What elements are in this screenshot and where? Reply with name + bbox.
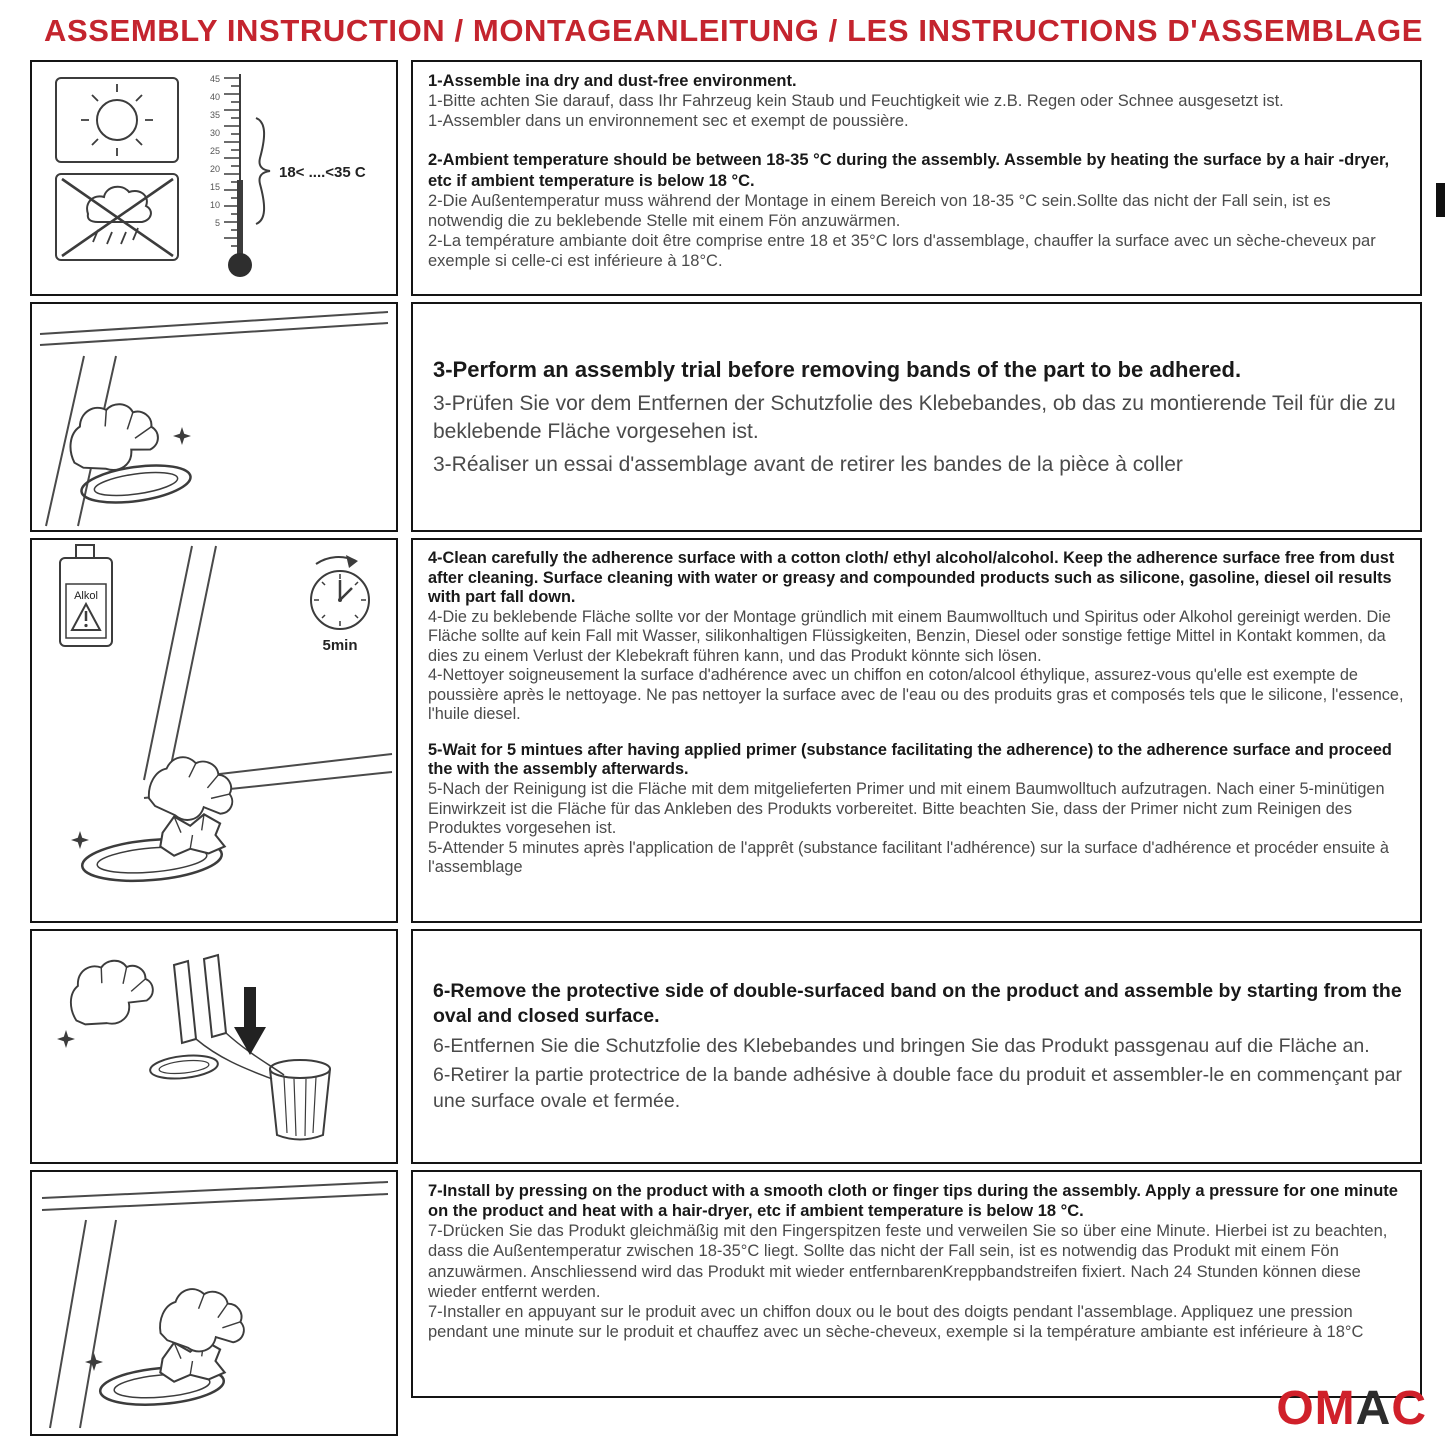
illustration-assembly-trial [30,302,398,532]
alcohol-label: Alkol [74,590,98,602]
instructions-step-4-5 [411,538,1422,923]
section-environment-temperature [30,60,1422,296]
brace-glyph [256,118,270,224]
alcohol-bottle-icon [60,545,112,646]
page-title: ASSEMBLY INSTRUCTION / MONTAGEANLEITUNG / LES INSTRUCTIONS D'ASSEMBLAGE [44,13,1424,48]
thermometer-scale [210,74,220,228]
sun-icon [56,78,178,162]
section-remove-band [30,929,1422,1164]
warning-triangle-icon [72,604,100,630]
svg-text:30: 30 [209,128,220,138]
instruction-fr: 5-Attender 5 minutes après l'application de l'apprêt (substance facilitant l'adhérence) sur la surface d'adhérence et procéder ensuite à l'assemblage [428,838,1389,877]
sparkle-icon [85,1353,103,1371]
instruction-de: 2-Die Außentemperatur muss während der Montage in einem Bereich von 18-35 °C sein.Sollte das nicht der Fall sein, ist es notwendig die zu beklebende Stelle mit einem Fön anzuwärmen. [428,191,1331,230]
instruction-de: 4-Die zu beklebende Fläche sollte vor der Montage gründlich mit einem Baumwolltuch und Spiritus oder Alkohol gereinigt werden. Die Fläche sollte auf kein Fall mit Wasser, silikonhaltigen Flüssigkeiten, Benzin, Diesel oder sonstige fettige Mittel in Kontakt kommen, da dies zu einem Verlust der Klebekraft führen kann, und das Produkt könnte sich lösen. [428,607,1391,665]
instructions-step-3 [411,302,1422,532]
assembly-trial-drawing [32,304,396,530]
instruction-en: 3-Perform an assembly trial before removing bands of the part to be adhered. [433,356,1242,382]
instruction-de: 7-Drücken Sie das Produkt gleichmäßig mit den Fingerspitzen feste und verweilen Sie so über eine Minute. Hierbei ist zu beachten, dass die Außentemperatur zwischen 18-35°C liegt. Sollte das nicht der Fall sein, ist es notwendig das Produkt mit einem Fön anzuwärmen. Anschliessend wird das Produkt mit wieder entfernbarenKreppbandstreifen fixiert. Nach 24 Stunden können diese wieder entfernt werden. [428,1222,1388,1301]
clean-surface-drawing [32,540,396,921]
no-rain-icon [56,174,178,260]
logo-text: C [1391,1382,1427,1435]
instruction-de: 5-Nach der Reinigung ist die Fläche mit dem mitgelieferten Primer und mit einem Baumwolltuch aufzutragen. Nach einer 5-minütigen Einwirkzeit ist die Fläche für das Ankleben des Produkts vorbereitet. Bitte beachten Sie, dass der Primer nicht zum Reinigen des Produktes vorgesehen ist. [428,780,1385,838]
sparkle-icon [57,1030,75,1048]
clock-icon [311,555,369,654]
environment-temperature-drawing [32,62,396,294]
illustration-environment-temperature [30,60,398,296]
instruction-en: 1-Assemble ina dry and dust-free environment. [428,72,797,90]
instruction-en: 2-Ambient temperature should be between 18-35 °C during the assembly. Assemble by heating the surface by a hair -dryer, etc if ambient temperature is below 18 °C. [428,151,1390,190]
instruction-fr: 4-Nettoyer soigneusement la surface d'adhérence avec un chiffon en coton/alcool éthylique, assurez-vous qu'elle est exempte de poussière après le nettoyage. Ne pas nettoyer la surface avec de l'eau ou des produits gras et composés tels que le silicone, l'essence, l'huile diesel. [428,666,1404,724]
instruction-en: 4-Clean carefully the adherence surface with a cotton cloth/ ethyl alcohol/alcohol. Keep the adherence surface free from dust after cleaning. Surface cleaning with water or greasy and compounded products such as silicone, gasoline, diesel oil results with part fall down. [428,549,1395,607]
logo-text: A [1355,1382,1392,1435]
instruction-en: 7-Install by pressing on the product with a smooth cloth or finger tips during the assembly. Apply a pressure for one minute on the product and heat with a hair-dryer, etc if ambient temperature is below 18 °C. [428,1182,1398,1221]
illustration-remove-band [30,929,398,1164]
svg-text:5: 5 [214,218,220,228]
thermometer-range-label: 18< ....<35 C [279,164,366,181]
section-assembly-trial [30,302,1422,532]
instruction-fr: 7-Installer en appuyant sur le produit avec un chiffon doux ou le bout des doigts pendant l'assemblage. Appliquez une pression pendant une minute sur le produit et chauffez avec un sèche-cheveux, exemple si la température ambiante est inférieure à 18°C [428,1302,1364,1341]
print-mark [1436,183,1445,217]
sparkle-icon [71,831,89,849]
sparkle-icon [173,427,191,445]
svg-text:15: 15 [209,182,220,192]
svg-text:40: 40 [209,92,220,102]
section-press-heat [30,1170,1422,1436]
instruction-en: 6-Remove the protective side of double-surfaced band on the product and assemble by starting from the oval and closed surface. [433,980,1402,1028]
svg-text:35: 35 [209,110,220,120]
clock-duration-label: 5min [322,637,358,654]
instruction-fr: 6-Retirer la partie protectrice de la bande adhésive à double face du produit et assembler-le en commençant par une surface ovale et fermée. [433,1064,1403,1112]
cloth-icon [160,814,224,855]
logo-text: OM [1276,1382,1356,1435]
instruction-fr: 3-Réaliser un essai d'assemblage avant de retirer les bandes de la pièce à coller [433,452,1183,476]
instructions-step-6 [411,929,1422,1164]
hand-icon [66,953,157,1036]
illustration-clean-surface [30,538,398,923]
instructions-step-7 [411,1170,1422,1398]
instruction-fr: 1-Assembler dans un environnement sec et exempt de poussière. [428,112,909,131]
handle-trim-icon [149,1053,219,1082]
press-product-drawing [32,1172,396,1434]
instruction-en: 5-Wait for 5 mintues after having applied primer (substance facilitating the adherence) to the adherence surface and proceed the with the assembly afterwards. [428,740,1392,779]
omac-logo [1276,1382,1427,1435]
remove-band-drawing [32,931,396,1162]
illustration-press-product [30,1170,398,1436]
arrow-down-icon [234,987,266,1055]
instructions-step-1-2 [411,60,1422,296]
instruction-de: 3-Prüfen Sie vor dem Entfernen der Schutzfolie des Klebebandes, ob das zu montierende Teil für die zu beklebende Fläche vorgesehen ist. [433,392,1396,443]
instruction-de: 6-Entfernen Sie die Schutzfolie des Klebebandes und bringen Sie das Produkt passgenau auf die Fläche an. [433,1034,1370,1057]
svg-text:20: 20 [209,164,220,174]
thermometer-icon [210,74,252,277]
section-clean-surface-primer [30,538,1422,923]
svg-text:25: 25 [209,146,220,156]
svg-text:45: 45 [209,74,220,84]
instruction-fr: 2-La température ambiante doit être comprise entre 18 et 35°C lors d'assemblage, chauffer la surface avec un sèche-cheveux par exemple si celle-ci est inférieure à 18°C. [428,231,1376,270]
instruction-de: 1-Bitte achten Sie darauf, dass Ihr Fahrzeug kein Staub und Feuchtigkeit wie z.B. Regen oder Schnee ausgesetzt ist. [428,92,1284,111]
svg-text:10: 10 [209,200,220,210]
